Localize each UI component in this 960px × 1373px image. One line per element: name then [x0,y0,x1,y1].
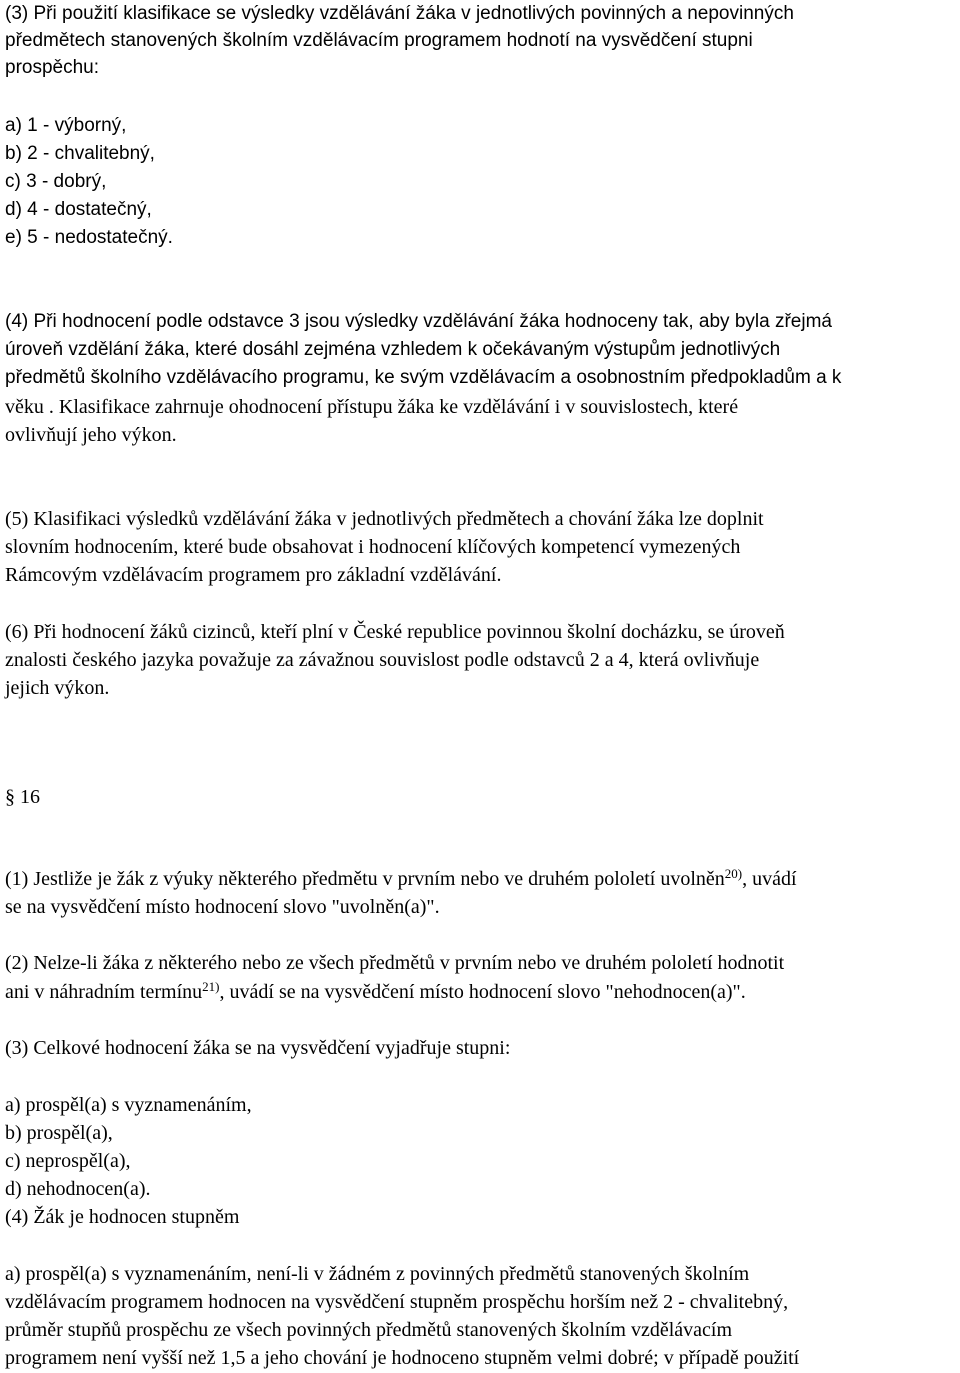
s16-p2-line2 [5,978,746,1006]
s16-p1-text-end: , uvádí [742,868,797,890]
para3-line: (3) Při použití klasifikace se výsledky vzdělávání žáka v jednotlivých povinných a nepovinných [5,3,794,24]
overall-grade-item: c) neprospěl(a), [5,1150,131,1172]
para6-line: jejich výkon. [5,677,110,699]
para3-line: prospěchu: [5,57,100,78]
para4-line: věku . Klasifikace zahrnuje ohodnocení přístupu žáka ke vzdělávání i v souvislostech, které [5,396,739,418]
overall-grade-item: b) prospěl(a), [5,1122,113,1144]
s16-p3-intro: (3) Celkové hodnocení žáka se na vysvědčení vyjadřuje stupni: [5,1037,511,1059]
s16-p4-intro: (4) Žák je hodnocen stupněm [5,1206,240,1228]
para5-line: Rámcovým vzdělávacím programem pro základní vzdělávání. [5,564,502,586]
section-heading: § 16 [5,786,40,808]
para4-line: ovlivňují jeho výkon. [5,424,177,446]
para4-line: předmětů školního vzdělávacího programu, ke svým vzdělávacím a osobnostním předpokladům a k [5,367,842,388]
grade-item: c) 3 - dobrý, [5,171,107,192]
s16-p1-text: (1) Jestliže je žák z výuky některého předmětu v prvním nebo ve druhém pololetí uvolněn [5,868,725,890]
grade-item: b) 2 - chvalitebný, [5,143,155,164]
para4-line: (4) Při hodnocení podle odstavce 3 jsou výsledky vzdělávání žáka hodnoceny tak, aby byla zřejmá [5,311,832,332]
para4-line: úroveň vzdělání žáka, které dosáhl zejména vzhledem k očekávaným výstupům jednotlivých [5,339,781,360]
s16-p2-line1: (2) Nelze-li žáka z některého nebo ze všech předmětů v prvním nebo ve druhém pololetí hodnotit [5,952,785,974]
para5-line: (5) Klasifikaci výsledků vzdělávání žáka v jednotlivých předmětech a chování žáka lze doplnit [5,508,764,530]
footnote-ref: 21) [202,979,220,994]
grade-item: e) 5 - nedostatečný. [5,227,173,248]
s16-p1-line2: se na vysvědčení místo hodnocení slovo "uvolněn(a)". [5,896,440,918]
para5-line: slovním hodnocením, které bude obsahovat i hodnocení klíčových kompetencí vymezených [5,536,741,558]
overall-grade-item: d) nehodnocen(a). [5,1178,151,1200]
s16-p4a-line: programem není vyšší než 1,5 a jeho chování je hodnoceno stupněm velmi dobré; v případě použití [5,1347,800,1369]
s16-p2-text: ani v náhradním termínu [5,981,203,1003]
footnote-ref: 20) [724,866,743,881]
grade-item: d) 4 - dostatečný, [5,199,152,220]
s16-p4a-line: a) prospěl(a) s vyznamenáním, není-li v žádném z povinných předmětů stanovených školním [5,1263,750,1285]
s16-p2-text-end: , uvádí se na vysvědčení místo hodnocení slovo "nehodnocen(a)". [219,981,746,1003]
overall-grade-item: a) prospěl(a) s vyznamenáním, [5,1094,252,1116]
s16-p4a-line: vzdělávacím programem hodnocen na vysvědčení stupněm prospěchu horším než 2 - chvalitebný, [5,1291,789,1313]
para6-line: znalosti českého jazyka považuje za závažnou souvislost podle odstavců 2 a 4, která ovlivňuje [5,649,760,671]
s16-p4a-line: průměr stupňů prospěchu ze všech povinných předmětů stanovených školním vzdělávacím [5,1319,733,1341]
para3-line: předmětech stanovených školním vzdělávacím programem hodnotí na vysvědčení stupni [5,30,753,51]
grade-item: a) 1 - výborný, [5,115,127,136]
para6-line: (6) Při hodnocení žáků cizinců, kteří plní v České republice povinnou školní docházku, se úroveň [5,621,785,643]
s16-p1-line1 [5,865,797,893]
